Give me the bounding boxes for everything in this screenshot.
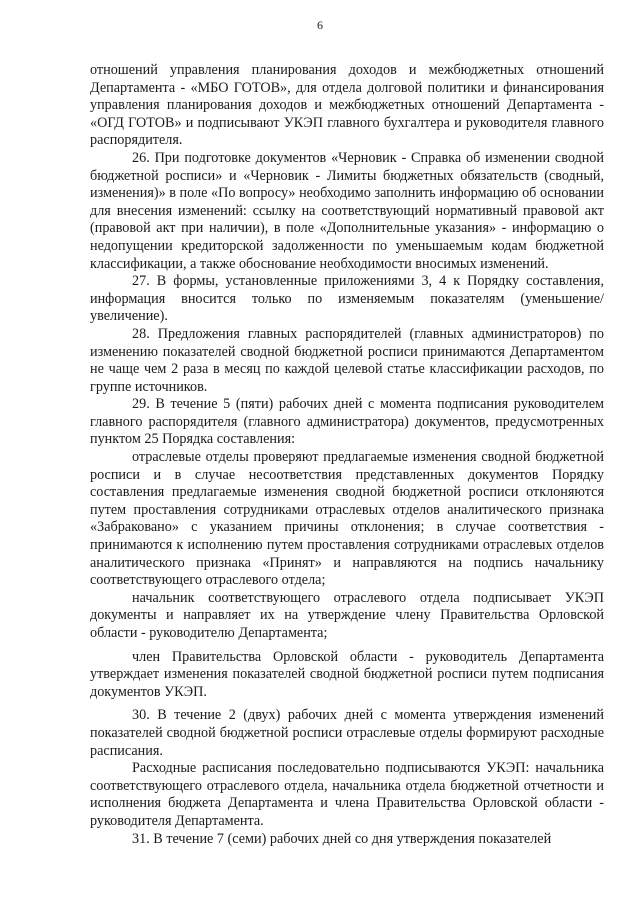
paragraph-29-government-member: член Правительства Орловской области - руководитель Департамента утверждает изменения показателей сводной бюджетной росписи путем подписания документов УКЭП.: [90, 648, 604, 700]
paragraph-30: 30. В течение 2 (двух) рабочих дней с момента утверждения изменений показателей сводной бюджетной росписи отраслевые отделы формируют расходные расписания.: [90, 707, 604, 759]
document-body: [90, 62, 604, 848]
paragraph-31: 31. В течение 7 (семи) рабочих дней со дня утверждения показателей: [132, 830, 552, 847]
paragraph-29-department-head: начальник соответствующего отраслевого отдела подписывает УКЭП документы и направляет их на утверждение члену Правительства Орловской области - руководителю Департамента;: [90, 589, 604, 641]
page-number: 6: [317, 18, 323, 32]
paragraph-29-branch-departments: отраслевые отделы проверяют предлагаемые изменения сводной бюджетной росписи и в случае несоответствия представленных документов Порядку составления предлагаемые изменения сводной бюджетной росписи отклоняются путем проставления сотрудниками отраслевых отделов аналитического признака «Забраковано» с указанием причины отклонения; в случае соответствия - принимаются к исполнению путем проставления сотрудниками отраслевых отделов аналитического признака «Принят» и направляются на подпись начальнику соответствующего отраслевого отдела;: [90, 449, 604, 589]
paragraph-continuation: отношений управления планирования доходов и межбюджетных отношений Департамента - «МБО ГОТОВ», для отдела долговой политики и финансирования управления планирования доходов и межбюджетных отношений Департамента - «ОГД ГОТОВ» и подписывают УКЭП главного бухгалтера и руководителя главного распорядителя.: [90, 62, 604, 149]
paragraph-28: 28. Предложения главных распорядителей (главных администраторов) по изменению показателей сводной бюджетной росписи принимаются Департаментом не чаще чем 2 раза в месяц по каждой целевой статье классификации расходов, по группе источников.: [90, 325, 604, 395]
paragraph-27: 27. В формы, установленные приложениями 3, 4 к Порядку составления, информация вносится только по изменяемым показателям (уменьшение/увеличение).: [90, 273, 604, 325]
paragraph-30-expense-schedules: Расходные расписания последовательно подписываются УКЭП: начальника соответствующего отраслевого отдела, начальника отдела бюджетной отчетности и исполнения бюджета Департамента и члена Правительства Орловской области - руководителя Департамента.: [90, 760, 604, 829]
paragraph-29: 29. В течение 5 (пяти) рабочих дней с момента подписания руководителем главного распорядителя (главного администратора) документов, предусмотренных пунктом 25 Порядка составления:: [90, 396, 604, 448]
paragraph-26: 26. При подготовке документов «Черновик - Справка об изменении сводной бюджетной росписи» и «Черновик - Лимиты бюджетных обязательств (сводный, изменения)» в поле «По вопросу» необходимо заполнить информацию об основании для внесения изменений: ссылку на соответствующий нормативный правовой акт (правовой акт при наличии), в поле «Дополнительные указания» - информацию о недопущении кредиторской задолженности по уменьшаемым кодам бюджетной классификации, а также обоснование необходимости вносимых изменений.: [90, 149, 604, 272]
